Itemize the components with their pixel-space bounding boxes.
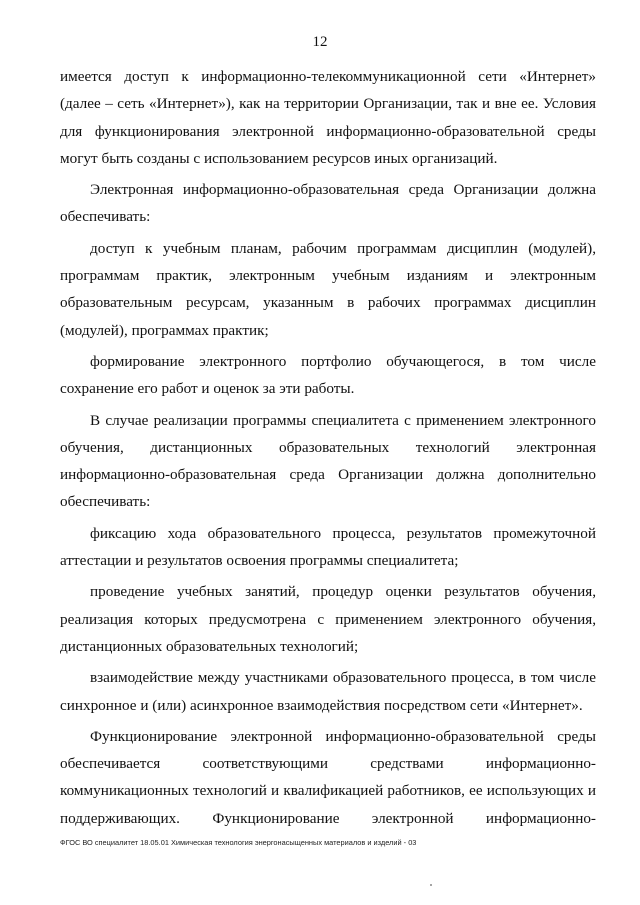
page-footer: ФГОС ВО специалитет 18.05.01 Химическая технология энергонасыщенных материалов и изделий - 03 (60, 838, 417, 847)
paragraph-fixation: фиксацию хода образовательного процесса, результатов промежуточной аттестации и результатов освоения программы специалитета; (60, 524, 596, 570)
paragraph-portfolio: формирование электронного портфолио обучающегося, в том числе сохранение его работ и оценок за эти работы. (60, 352, 596, 398)
paragraph-interaction: взаимодействие между участниками образовательного процесса, в том числе синхронное и (или) асинхронное взаимодействия посредством сети «Интернет». (60, 669, 596, 714)
paragraph-functioning: Функционирование электронной информационно-образовательной среды обеспечивается соответствующими средствами информационно-коммуникационных технологий и квалификацией работников, ее использующих и поддерживающих. Функционирование электронной информационно- (60, 727, 596, 827)
scan-speck (430, 884, 432, 886)
paragraph-conducting-classes: проведение учебных занятий, процедур оценки результатов обучения, реализация которых предусмотрена с применением электронного обучения, дистанционных образовательных технологий; (60, 583, 596, 655)
paragraph-distance-learning: В случае реализации программы специалитета с применением электронного обучения, дистанционных образовательных технологий электронная информационно-образовательная среда Организации должна дополнительно обеспечивать: (60, 411, 596, 511)
paragraph-continuation: имеется доступ к информационно-телекоммуникационной сети «Интернет» (далее – сеть «Интернет»), как на территории Организации, так и вне ее. Условия для функционирования электронной информационно-образовательной среды могут быть созданы с использованием ресурсов иных организаций. (60, 68, 596, 167)
paragraph-eios-requirements: Электронная информационно-образовательная среда Организации должна обеспечивать: (60, 181, 596, 226)
page-number: 12 (312, 34, 328, 50)
paragraph-access-plans: доступ к учебным планам, рабочим программам дисциплин (модулей), программам практик, электронным учебным изданиям и электронным образовательным ресурсам, указанным в рабочих программах дисциплин (модулей), программах практик; (60, 239, 596, 339)
document-body (60, 63, 596, 836)
